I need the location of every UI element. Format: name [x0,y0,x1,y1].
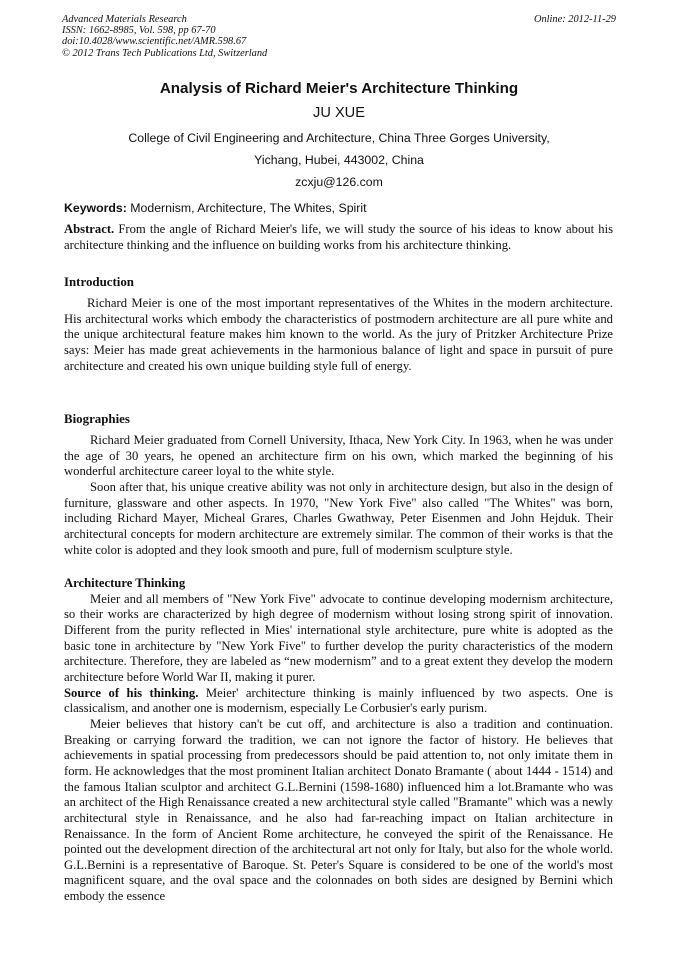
email: zcxju@126.com [295,175,383,189]
biographies-paragraph-2: Soon after that, his unique creative ability was not only in architecture design, but also in the design of furniture, glassware and other aspects. In 1970, "New York Five" also called "The Whites" was born, including Richard Mayer, Micheal Grares, Charles Gwathway, Peter Eisenmen and John Hejduk. Their architectural concepts for modern architecture are extremely similar. The common of their works is that the white color is adopted and they look smooth and pure, full of modernism sculpture style. [64,479,613,557]
copyright: © 2012 Trans Tech Publications Ltd, Switzerland [62,47,268,59]
paper-title: Analysis of Richard Meier's Architecture Thinking [159,80,519,97]
thinking-section [64,576,613,905]
abstract-text: From the angle of Richard Meier's life, we will study the source of his ideas to know about his architecture thinking and the influence on building works from his architecture thinking. [64,222,613,252]
biographies-heading: Biographies [64,412,130,426]
journal-name: Advanced Materials Research [62,14,187,25]
keywords [64,201,616,215]
thinking-paragraph-3: Meier believes that history can't be cut off, and architecture is also a tradition and continuation. Breaking or carrying forward the tradition, we can not ignore the factor of history. He believes that achievements in spatial processing from predecessors should be paid attention to, not only imitate them in form. He acknowledges that the most prominent Italian architect Donato Bramante ( about 1444 - 1514) and the famous Italian sculptor and architect G.L.Bernini (1598-1680) influenced him a lot.Bramante who was an architect of the High Renaissance created a new architectural style called "Bramante" which was a newly architectural style in Renaissance, and he also had far-reaching impact on Italian architecture in Renaissance. In the form of Ancient Rome architecture, he conveyed the spirit of the Renaissance. He pointed out the development direction of the architectural art not only for Italy, but also for the whole world. G.L.Bernini is a representative of Baroque. St. Peter's Square is considered to be one of the world's most magnificent square, and the oval space and the colonnades on both sides are designed by Bernini which embody the essence [64,716,613,904]
doi: doi:10.4028/www.scientific.net/AMR.598.67 [62,36,247,48]
introduction-heading: Introduction [64,275,134,289]
biographies-section [64,433,613,558]
abstract-label: Abstract. [64,222,115,236]
thinking-paragraph-1: Meier and all members of "New York Five" advocate to continue developing modernism architecture, so their works are characterized by high degree of modernism without losing strong spirit of innovation. Different from the purity reflected in Mies' international style architecture, pure white is adopted as the basic tone in architecture by "New York Five" to further develop the purity characteristics of the modern architecture. Therefore, they are labeled as “new modernism” and to a great extent they develop the modern architecture before World War II, making it purer. [64,591,613,684]
keywords-text: Modernism, Architecture, The Whites, Spirit [126,201,367,215]
online-date: Online: 2012-11-29 [533,14,616,25]
source-text: Meier' architecture thinking is mainly influenced by two aspects. One is classicalism, and another one is modernism, especially Le Corbusier's early purism. [64,685,613,716]
keywords-label: Keywords: [64,201,127,215]
affiliation-line-2: Yichang, Hubei, 443002, China [254,153,424,167]
author: JU XUE [313,105,365,121]
affiliation-line-1: College of Civil Engineering and Architecture, China Three Gorges University, [128,131,550,145]
introduction-section [64,296,613,374]
source-heading: Source of his thinking. [64,685,199,700]
introduction-paragraph: Richard Meier is one of the most important representatives of the Whites in the modern architecture. His architectural works which embody the characteristics of postmodern architecture are all pure white and the unique architectural feature makes him known to the world. As the jury of Pritzker Architecture Prize says: Meier has made great achievements in the harmonious balance of light and space in pursuit of pure architecture and created his own unique building style full of energy. [64,296,613,373]
abstract [64,222,613,253]
thinking-heading: Architecture Thinking [64,576,186,590]
journal-header [62,14,616,59]
issn: ISSN: 1662-8985, Vol. 598, pp 67-70 [62,25,216,37]
biographies-paragraph-1: Richard Meier graduated from Cornell University, Ithaca, New York City. In 1963, when he was under the age of 30 years, he opened an architecture firm on his own, which marked the beginning of his wonderful architecture career loyal to the white style. [64,433,613,479]
